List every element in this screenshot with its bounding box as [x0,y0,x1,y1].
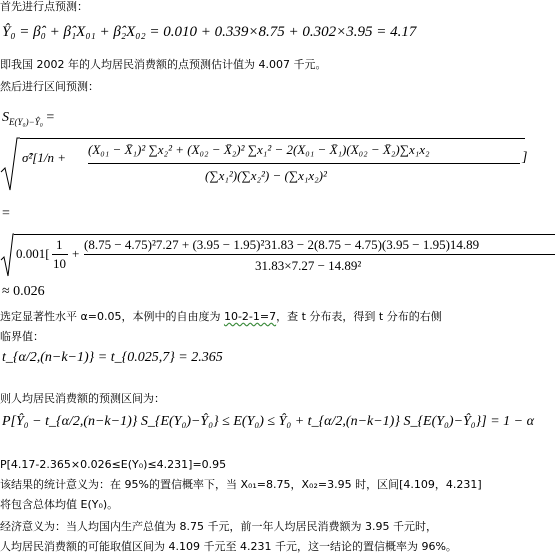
interval-numeric: P[4.17-2.365×0.026≤E(Y₀)≤4.231]=0.95 [0,458,227,471]
sqrt-bar [14,234,555,235]
critical-label: 临界值： [0,330,44,343]
se-formula-numerator: (X₀₁ − X̄₁)² ∑x₂² + (X₀₂ − X̄₂)² ∑x₁² − 2(X₀₁ − X̄₁)(X₀₂ − X̄₂)∑x₁x₂ [88,142,430,157]
point-prediction-result: 即我国 2002 年的人均居民消费额的点预测估计值为 4.007 千元。 [0,58,327,71]
significance-text [0,310,442,324]
significance-text-1: 选定显著性水平 α=0.05，本例中的自由度为 [0,310,224,323]
degrees-of-freedom: 10-2-1=7 [223,310,277,323]
one-over-n-numerator: 1 [56,237,63,252]
plus-sign: + [72,246,80,261]
statistical-meaning-2: 将包含总体均值 E(Y₀)。 [0,498,119,511]
sqrt-bar [20,138,525,139]
one-over-n-denominator: 10 [53,256,66,271]
one-over-n-bar [52,254,68,255]
interval-heading: 则人均居民消费额的预测区间为： [0,392,165,405]
heading-interval-prediction: 然后进行区间预测： [0,80,99,93]
se-numeric-denominator: 31.83×7.27 − 14.89² [255,258,362,273]
se-formula-denominator: (∑x₁²)(∑x₂²) − (∑x₁x₂)² [205,168,327,183]
se-lhs [2,110,54,127]
se-formula-prefix: σ̂²[1/n + [22,150,67,165]
significance-text-2: ，查 t 分布表，得到 t 分布的右侧 [276,310,442,323]
economic-meaning-2: 人均居民消费额的可能取值区间为 4.109 千元至 4.231 千元，这一结论的置信概率为 96%。 [0,540,457,553]
se-numeric-numerator: (8.75 − 4.75)²7.27 + (3.95 − 1.95)²31.83 − 2(8.75 − 4.75)(3.95 − 1.95)14.89 [84,237,480,252]
se-symbol: S [2,110,9,125]
interval-formula: P[Ŷ₀ − t_{α/2,(n−k−1)} S_{E(Y₀)−Ŷ₀} ≤ E(Y₀) ≤ Ŷ₀ + t_{α/2,(n−k−1)} S_{E(Y₀)−Ŷ₀}] = 1 − α [2,414,534,429]
t-critical-equation: t_{α/2,(n−k−1)} = t_{0.025,7} = 2.365 [2,350,223,365]
se-equals: = [46,110,55,125]
se-fraction-bar [88,163,520,164]
economic-meaning: 经济意义为：当人均国内生产总值为 8.75 千元，前一年人均居民消费额为 3.95 千元时， [0,520,437,533]
se-approx-value: ≈ 0.026 [2,284,45,299]
sqrt-sign-icon [0,136,20,194]
point-prediction-equation: Ŷ₀ = β̂₀ + β̂₁X₀₁ + β̂₂X₀₂ = 0.010 + 0.339×8.75 + 0.302×3.95 = 4.17 [2,24,417,40]
sqrt-sign-icon [0,232,14,278]
heading-point-prediction: 首先进行点预测： [0,0,88,13]
se-formula-suffix: ] [522,150,528,165]
statistical-meaning: 该结果的统计意义为：在 95%的置信概率下，当 X₀₁=8.75，X₀₂=3.95 时，区间[4.109，4.231] [0,478,482,491]
se-subscript: E(Y₀)−Ŷ₀ [9,116,43,127]
se-numeric-prefix: 0.001[ [16,246,50,261]
se-numeric-fraction-bar [84,254,555,255]
equals-line: = [2,206,10,221]
